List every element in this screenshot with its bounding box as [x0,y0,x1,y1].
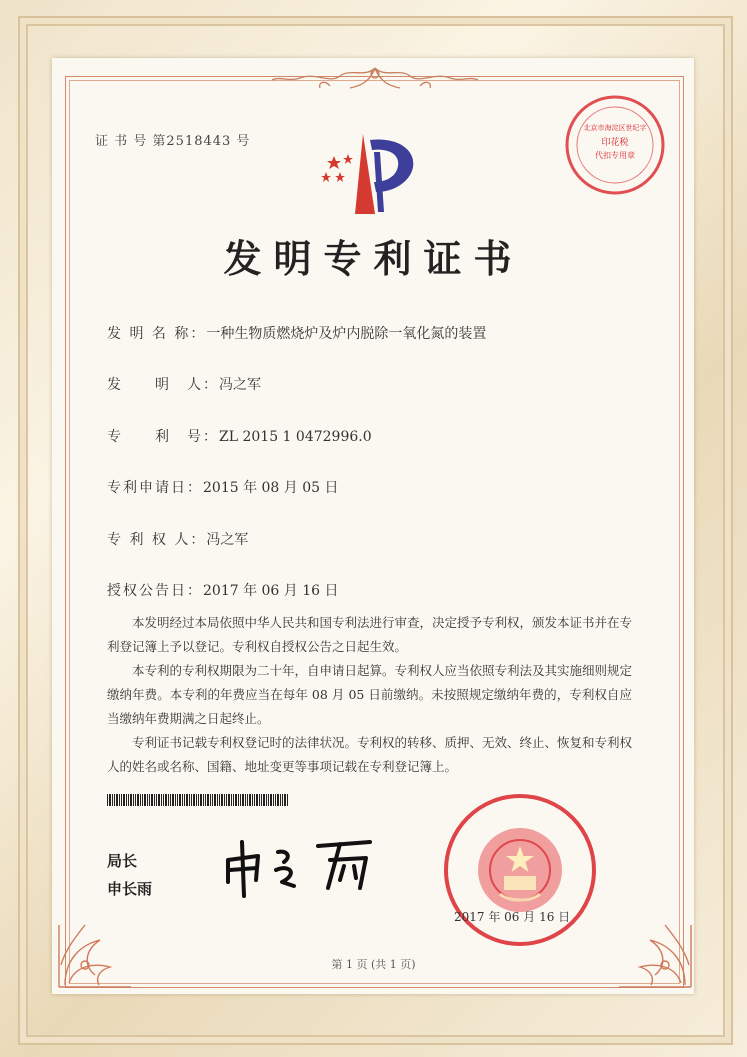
tax-seal [562,92,668,198]
page-footer: 第 1 页 (共 1 页) [331,958,416,971]
corner-ornament-bottom-right [615,905,695,990]
director-signature [220,830,380,900]
body-paragraph-3: 专利证书记载专利权登记时的法律状况。专利权的转移、质押、无效、终止、恢复和专利权人的姓名或名称、国籍、地址变更等事项记载在专利登记簿上。 [107,735,633,774]
certificate-body [107,611,632,779]
field-label: 发 明 名 称： [107,326,207,342]
body-paragraph-1: 本发明经过本局依照中华人民共和国专利法进行审查，决定授予专利权，颁发本证书并在专利登记簿上予以登记。专利权自授权公告之日起生效。 [107,615,633,654]
field-patentee [107,529,248,549]
field-invention-name [107,323,486,343]
tax-seal-line-3: 代扣专用章 [595,151,635,160]
signatory-name: 申长雨 [107,880,153,898]
field-value: 2017 年 06 月 16 日 [203,583,339,599]
certificate-title: 发明专利证书 [223,236,524,281]
barcode [107,794,289,806]
field-value: ZL 2015 1 0472996.0 [219,429,372,445]
tax-seal-line-2: 印花税 [601,138,629,148]
top-ornament [270,64,480,94]
field-value: 一种生物质燃烧炉及炉内脱除一氧化氮的装置 [206,326,487,342]
field-value: 2015 年 08 月 05 日 [203,480,339,496]
tax-seal-line-1: 北京市海淀区世纪字 [583,124,647,132]
field-grant-date [107,580,339,600]
seal-date: 2017 年 06 月 16 日 [454,910,571,924]
field-label: 专 利 号： [107,429,219,445]
field-application-date [107,477,339,497]
field-patent-number [107,426,372,446]
certificate-number: 证 书 号 第2518443 号 [95,134,251,149]
body-paragraph-2: 本专利的专利权期限为二十年，自申请日起算。专利权人应当依照专利法及其实施细则规定缴纳年费。本专利的年费应当在每年 08 月 05 日前缴纳。未按照规定缴纳年费的，专利权自应当缴纳年费期满之日起终止。 [107,663,633,726]
field-value: 冯之军 [206,532,249,548]
field-value: 冯之军 [219,377,261,393]
corner-ornament-bottom-left [55,905,135,990]
field-label: 授权公告日： [107,583,203,599]
field-label: 专利申请日： [107,480,203,496]
ip-office-seal [440,790,600,950]
field-inventor [107,374,261,394]
signatory-title: 局长 [107,852,138,870]
field-label: 专 利 权 人： [107,532,207,548]
patent-office-logo [318,130,428,220]
field-label: 发 明 人： [107,377,219,393]
